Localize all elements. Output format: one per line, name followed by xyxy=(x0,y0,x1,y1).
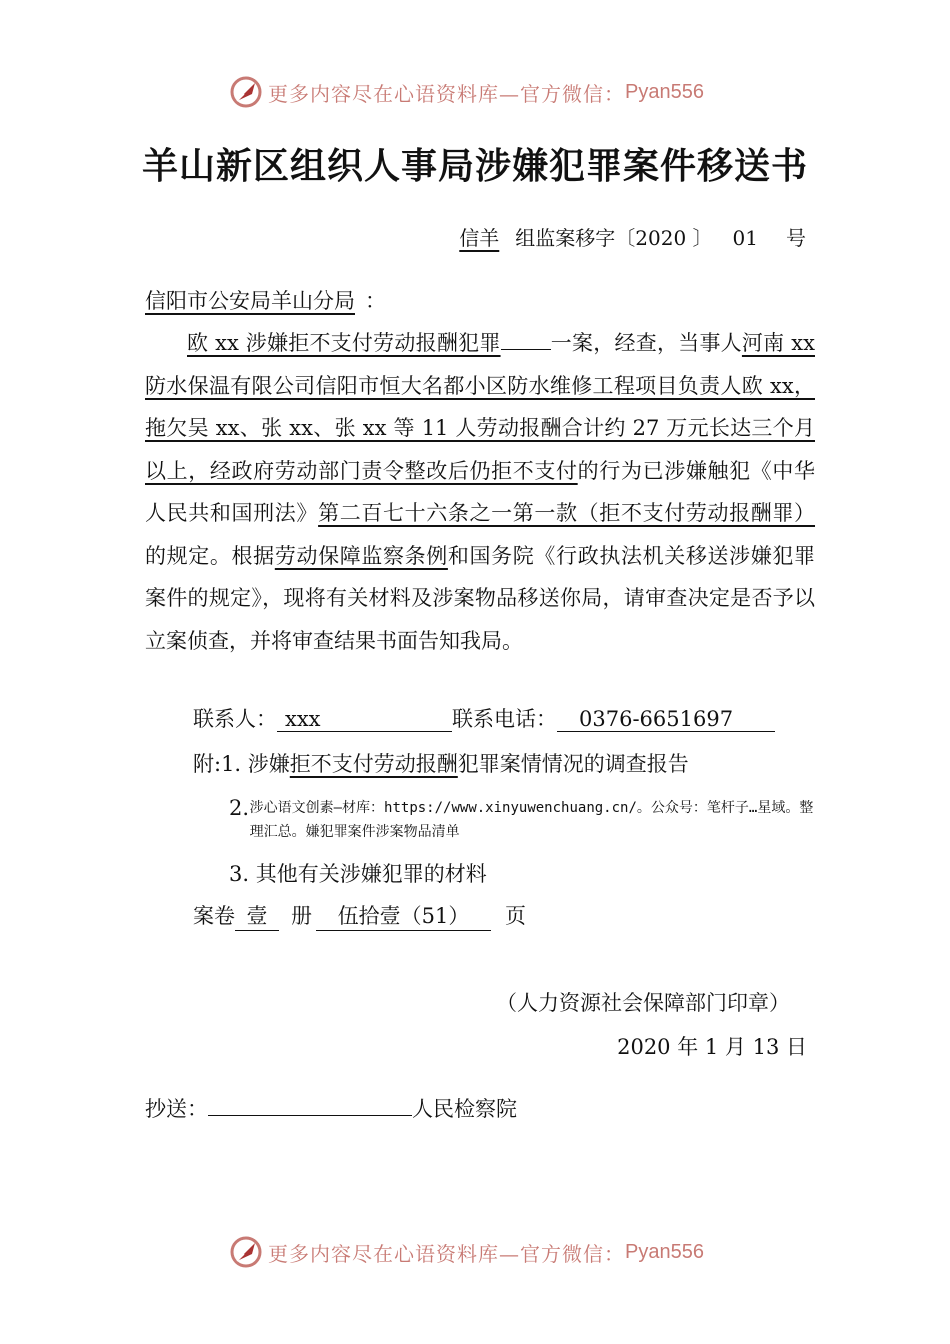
attachment-2-number: 2. xyxy=(229,796,250,820)
body-s4: 的行为已涉嫌触犯《中华人民共和国刑法》 xyxy=(145,458,816,525)
attachment-2-text: 涉心语文创素—材库：https://www.xinyuwenchuang.cn/。公众号：笔杆子…星域。整理汇总。嫌犯罪案件涉案物品清单 xyxy=(249,800,814,840)
watermark-text: 更多内容尽在心语资料库—官方微信： xyxy=(268,81,625,106)
body-blank xyxy=(501,327,551,350)
attachment-1 xyxy=(193,748,689,778)
contact-phone: 0376-6651697 xyxy=(557,707,775,732)
body-s1: 欧 xx 涉嫌拒不支付劳动报酬犯罪 xyxy=(187,331,501,355)
cc-blank xyxy=(208,1093,412,1116)
volume-pages: 伍拾壹（51） xyxy=(316,900,491,931)
addressee-name: 信阳市公安局羊山分局 xyxy=(145,289,355,313)
watermark-text: 更多内容尽在心语资料库—官方微信： xyxy=(268,1241,625,1266)
volume-label: 案卷 xyxy=(193,904,235,928)
attachment-3: 3. 其他有关涉嫌犯罪的材料 xyxy=(229,862,487,886)
addressee xyxy=(145,285,386,315)
body-s3: 河南 xx 防水保温有限公司信阳市恒大名都小区防水维修工程项目负责人欧 xx，拖欠吴 xx、张 xx、张 xx 等 11 人劳动报酬合计约 27 万元长达三个月以上，经政府劳动部门责令整改后仍拒不支付 xyxy=(145,331,815,483)
doc-number-mid: 组监案移字〔2020 〕 xyxy=(515,226,713,250)
cc-line xyxy=(145,1093,517,1123)
volume-line xyxy=(193,900,526,931)
body-s2: 一案，经查，当事人 xyxy=(550,331,742,355)
cc-label: 抄送： xyxy=(145,1097,208,1121)
addressee-colon: ： xyxy=(365,289,386,313)
quill-logo-icon xyxy=(228,74,264,110)
attachment-1-underlined: 拒不支付劳动报酬 xyxy=(289,752,458,776)
contact-phone-label: 联系电话： xyxy=(452,707,557,731)
attachment-2 xyxy=(229,796,819,844)
watermark-tag: Pyan556 xyxy=(625,1240,704,1263)
body-s7: 劳动保障监察条例 xyxy=(274,543,448,568)
contact-person: xxx xyxy=(277,707,452,732)
body-s8: 和国务院《行政执法机关移送涉嫌犯罪案件的规定》，现将有关材料及涉案物品移送你局，请审查决定是否予以立案侦查，并将审查结果书面告知我局。 xyxy=(145,543,816,653)
attachment-1-suffix: 犯罪案情情况的调查报告 xyxy=(457,752,689,776)
volume-page-unit: 页 xyxy=(505,904,526,928)
cc-suffix: 人民检察院 xyxy=(412,1097,517,1121)
volume-unit: 册 xyxy=(291,904,312,928)
doc-number-suffix: 号 xyxy=(786,226,806,250)
watermark-bottom xyxy=(228,1232,704,1272)
volume-count: 壹 xyxy=(235,900,279,931)
seal-note: （人力资源社会保障部门印章） xyxy=(496,991,790,1015)
contact-label: 联系人： xyxy=(193,707,277,731)
contact-line xyxy=(193,703,775,733)
doc-number-prefix: 信羊 xyxy=(459,226,500,250)
watermark-top xyxy=(228,72,704,112)
doc-number-num: 01 xyxy=(732,226,758,250)
document-date: 2020 年 1 月 13 日 xyxy=(617,1035,807,1059)
document-title: 羊山新区组织人事局涉嫌犯罪案件移送书 xyxy=(141,146,808,187)
document-number xyxy=(435,222,806,251)
quill-logo-icon xyxy=(228,1234,264,1270)
watermark-tag: Pyan556 xyxy=(625,80,704,103)
attachment-1-prefix: 附:1. 涉嫌 xyxy=(193,752,290,776)
body-s6: 的规定。根据 xyxy=(145,543,275,568)
body-paragraph xyxy=(145,322,815,662)
body-s5: 第二百七十六条之一第一款（拒不支付劳动报酬罪） xyxy=(318,501,816,525)
